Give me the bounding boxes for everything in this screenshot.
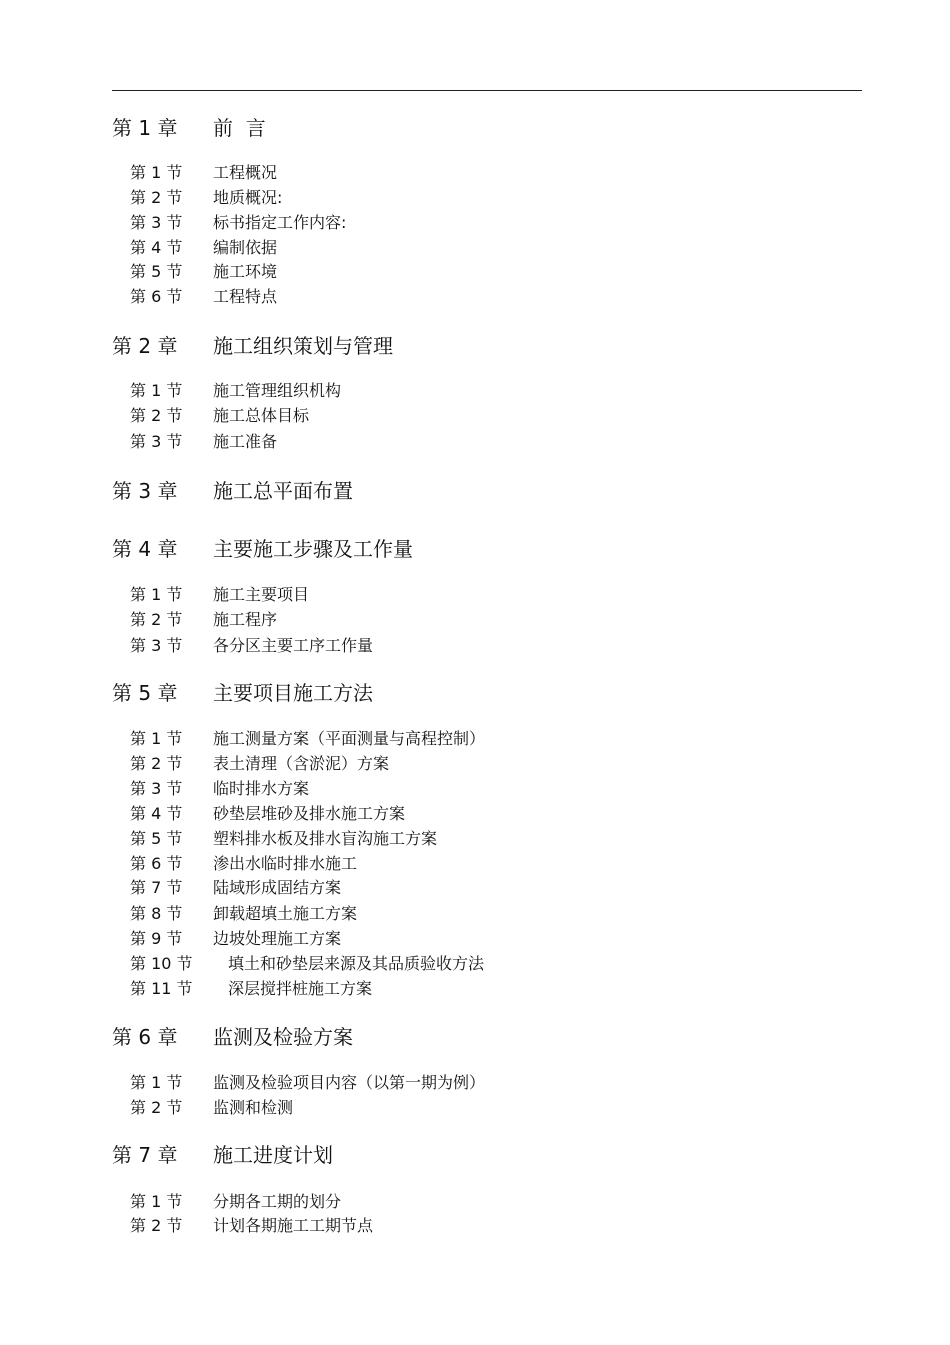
chapter-number: 第 5 章 (112, 681, 178, 705)
chapter-title: 施工组织策划与管理 (213, 334, 393, 358)
section-number: 第 1 节 (130, 381, 183, 400)
section-title: 深层搅拌桩施工方案 (228, 979, 373, 998)
section-number: 第 2 节 (130, 1098, 183, 1117)
section-number: 第 2 节 (130, 188, 183, 207)
section-title: 施工准备 (213, 432, 278, 451)
section-title: 施工总体目标 (213, 406, 310, 425)
chapter-number: 第 4 章 (112, 537, 178, 561)
section-number: 第 8 节 (130, 904, 183, 923)
section-number: 第 1 节 (130, 1073, 183, 1092)
section-title: 地质概况: (213, 188, 283, 207)
section-number: 第 1 节 (130, 729, 183, 748)
section-number: 第 2 节 (130, 1216, 183, 1235)
section-title: 施工环境 (213, 262, 278, 281)
section-title: 砂垫层堆砂及排水施工方案 (213, 804, 406, 823)
section-title: 标书指定工作内容: (213, 213, 347, 232)
section-title: 边坡处理施工方案 (213, 929, 342, 948)
section-title: 工程特点 (213, 287, 278, 306)
section-number: 第 1 节 (130, 1192, 183, 1211)
chapter-title: 施工进度计划 (213, 1143, 333, 1167)
chapter-title: 前 言 (213, 116, 266, 140)
section-number: 第 2 节 (130, 754, 183, 773)
chapter-title: 主要项目施工方法 (213, 681, 373, 705)
section-title: 计划各期施工工期节点 (213, 1216, 374, 1235)
chapter-number: 第 3 章 (112, 479, 178, 503)
chapter-number: 第 2 章 (112, 334, 178, 358)
section-number: 第 3 节 (130, 432, 183, 451)
section-title: 工程概况 (213, 163, 278, 182)
section-number: 第 7 节 (130, 878, 183, 897)
section-number: 第 10 节 (130, 954, 193, 973)
chapter-number: 第 6 章 (112, 1025, 178, 1049)
section-number: 第 4 节 (130, 238, 183, 257)
section-number: 第 3 节 (130, 213, 183, 232)
chapter-title: 施工总平面布置 (213, 479, 353, 503)
chapter-number: 第 7 章 (112, 1143, 178, 1167)
section-title: 各分区主要工序工作量 (213, 636, 374, 655)
section-number: 第 11 节 (130, 979, 193, 998)
section-title: 施工管理组织机构 (213, 381, 342, 400)
section-number: 第 9 节 (130, 929, 183, 948)
section-title: 陆域形成固结方案 (213, 878, 342, 897)
section-number: 第 1 节 (130, 163, 183, 182)
section-title: 塑料排水板及排水盲沟施工方案 (213, 829, 438, 848)
section-number: 第 5 节 (130, 262, 183, 281)
section-number: 第 2 节 (130, 610, 183, 629)
section-title: 施工测量方案（平面测量与高程控制） (213, 729, 486, 748)
section-number: 第 6 节 (130, 854, 183, 873)
section-title: 施工主要项目 (213, 585, 310, 604)
section-title: 卸载超填土施工方案 (213, 904, 358, 923)
section-number: 第 5 节 (130, 829, 183, 848)
section-number: 第 4 节 (130, 804, 183, 823)
section-title: 填土和砂垫层来源及其品质验收方法 (228, 954, 485, 973)
section-number: 第 6 节 (130, 287, 183, 306)
section-number: 第 3 节 (130, 779, 183, 798)
section-number: 第 3 节 (130, 636, 183, 655)
chapter-number: 第 1 章 (112, 116, 178, 140)
section-number: 第 2 节 (130, 406, 183, 425)
section-title: 分期各工期的划分 (213, 1192, 342, 1211)
section-title: 渗出水临时排水施工 (213, 854, 358, 873)
chapter-title: 主要施工步骤及工作量 (213, 537, 413, 561)
section-title: 监测及检验项目内容（以第一期为例） (213, 1073, 486, 1092)
section-title: 施工程序 (213, 610, 278, 629)
section-title: 表土清理（含淤泥）方案 (213, 754, 390, 773)
section-number: 第 1 节 (130, 585, 183, 604)
section-title: 临时排水方案 (213, 779, 310, 798)
chapter-title: 监测及检验方案 (213, 1025, 353, 1049)
section-title: 监测和检测 (213, 1098, 294, 1117)
section-title: 编制依据 (213, 238, 278, 257)
